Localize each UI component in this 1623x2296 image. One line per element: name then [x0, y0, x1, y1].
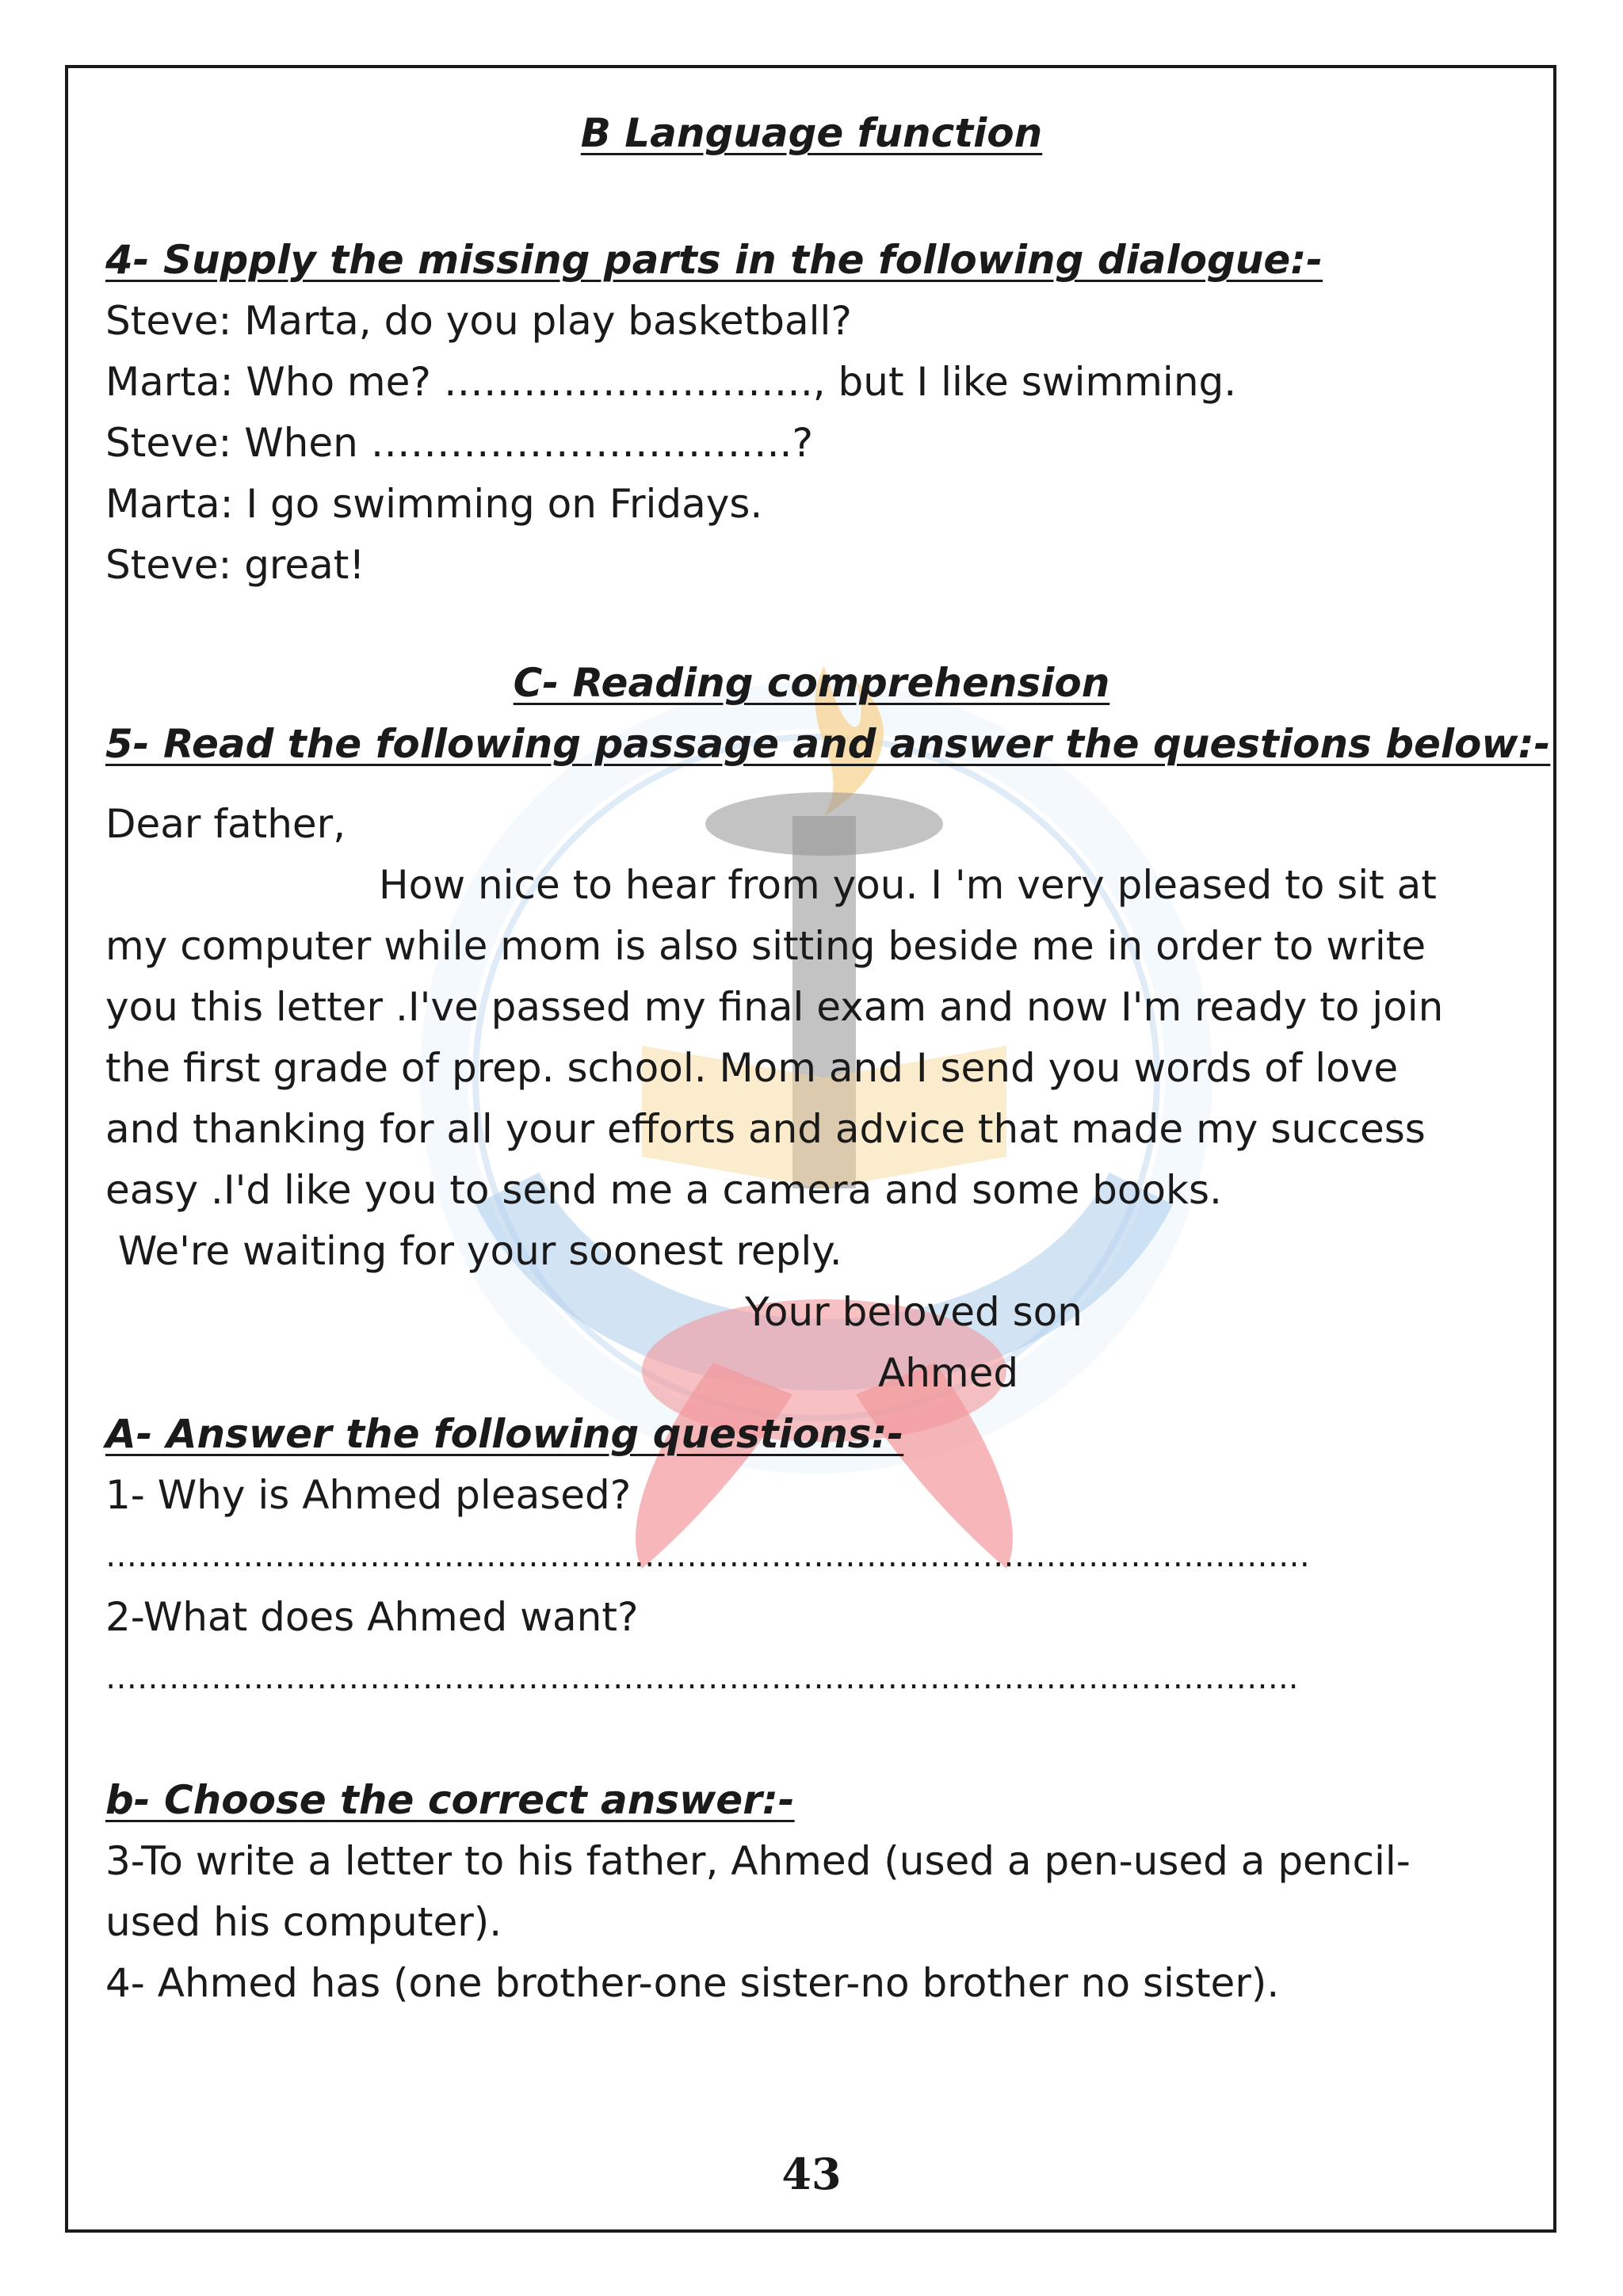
letter-line: We're waiting for your soonest reply.: [105, 1228, 842, 1274]
part-a-heading: A- Answer the following questions:-: [105, 1411, 904, 1457]
question-5-heading: 5- Read the following passage and answer the questions below:-: [105, 721, 1551, 767]
question-3: 3-To write a letter to his father, Ahmed (used a pen-used a pencil-: [105, 1838, 1411, 1884]
letter-line: easy .I'd like you to send me a camera and some books.: [105, 1167, 1222, 1213]
section-b-title: B Language function: [580, 110, 1043, 156]
answer-blank-1: ……………………………………………………………………………………………………: [105, 1538, 1310, 1574]
dialogue-line: Steve: Marta, do you play basketball?: [105, 298, 852, 344]
page-number: 43: [781, 2149, 842, 2199]
question-2: 2-What does Ahmed want?: [105, 1594, 639, 1640]
letter-closing: Your beloved son: [745, 1289, 1083, 1335]
letter-line: and thanking for all your efforts and advice that made my success: [105, 1106, 1426, 1152]
question-4-choice: 4- Ahmed has (one brother-one sister-no brother no sister).: [105, 1960, 1280, 2006]
letter-line: the first grade of prep. school. Mom and I send you words of love: [105, 1045, 1399, 1091]
dialogue-line: Steve: great!: [105, 542, 365, 588]
letter-signature: Ahmed: [878, 1350, 1019, 1396]
question-1: 1- Why is Ahmed pleased?: [105, 1472, 632, 1518]
letter-line: my computer while mom is also sitting beside me in order to write: [105, 923, 1426, 969]
dialogue-line: Marta: I go swimming on Fridays.: [105, 481, 763, 527]
dialogue-line: Marta: Who me? ………………………., but I like swimming.: [105, 359, 1237, 405]
letter-greeting: Dear father,: [105, 801, 346, 847]
section-c-title: C- Reading comprehension: [513, 660, 1110, 706]
letter-line: you this letter .I've passed my final exam and now I'm ready to join: [105, 984, 1444, 1030]
dialogue-line: Steve: When …………………………..?: [105, 420, 813, 466]
question-4-heading: 4- Supply the missing parts in the following dialogue:-: [105, 237, 1323, 283]
part-b-heading: b- Choose the correct answer:-: [105, 1777, 795, 1823]
answer-blank-2: …………………………………………………………………………………………………..: [105, 1660, 1299, 1696]
question-3-continued: used his computer).: [105, 1899, 502, 1945]
letter-line: How nice to hear from you. I 'm very pleased to sit at: [379, 862, 1437, 908]
